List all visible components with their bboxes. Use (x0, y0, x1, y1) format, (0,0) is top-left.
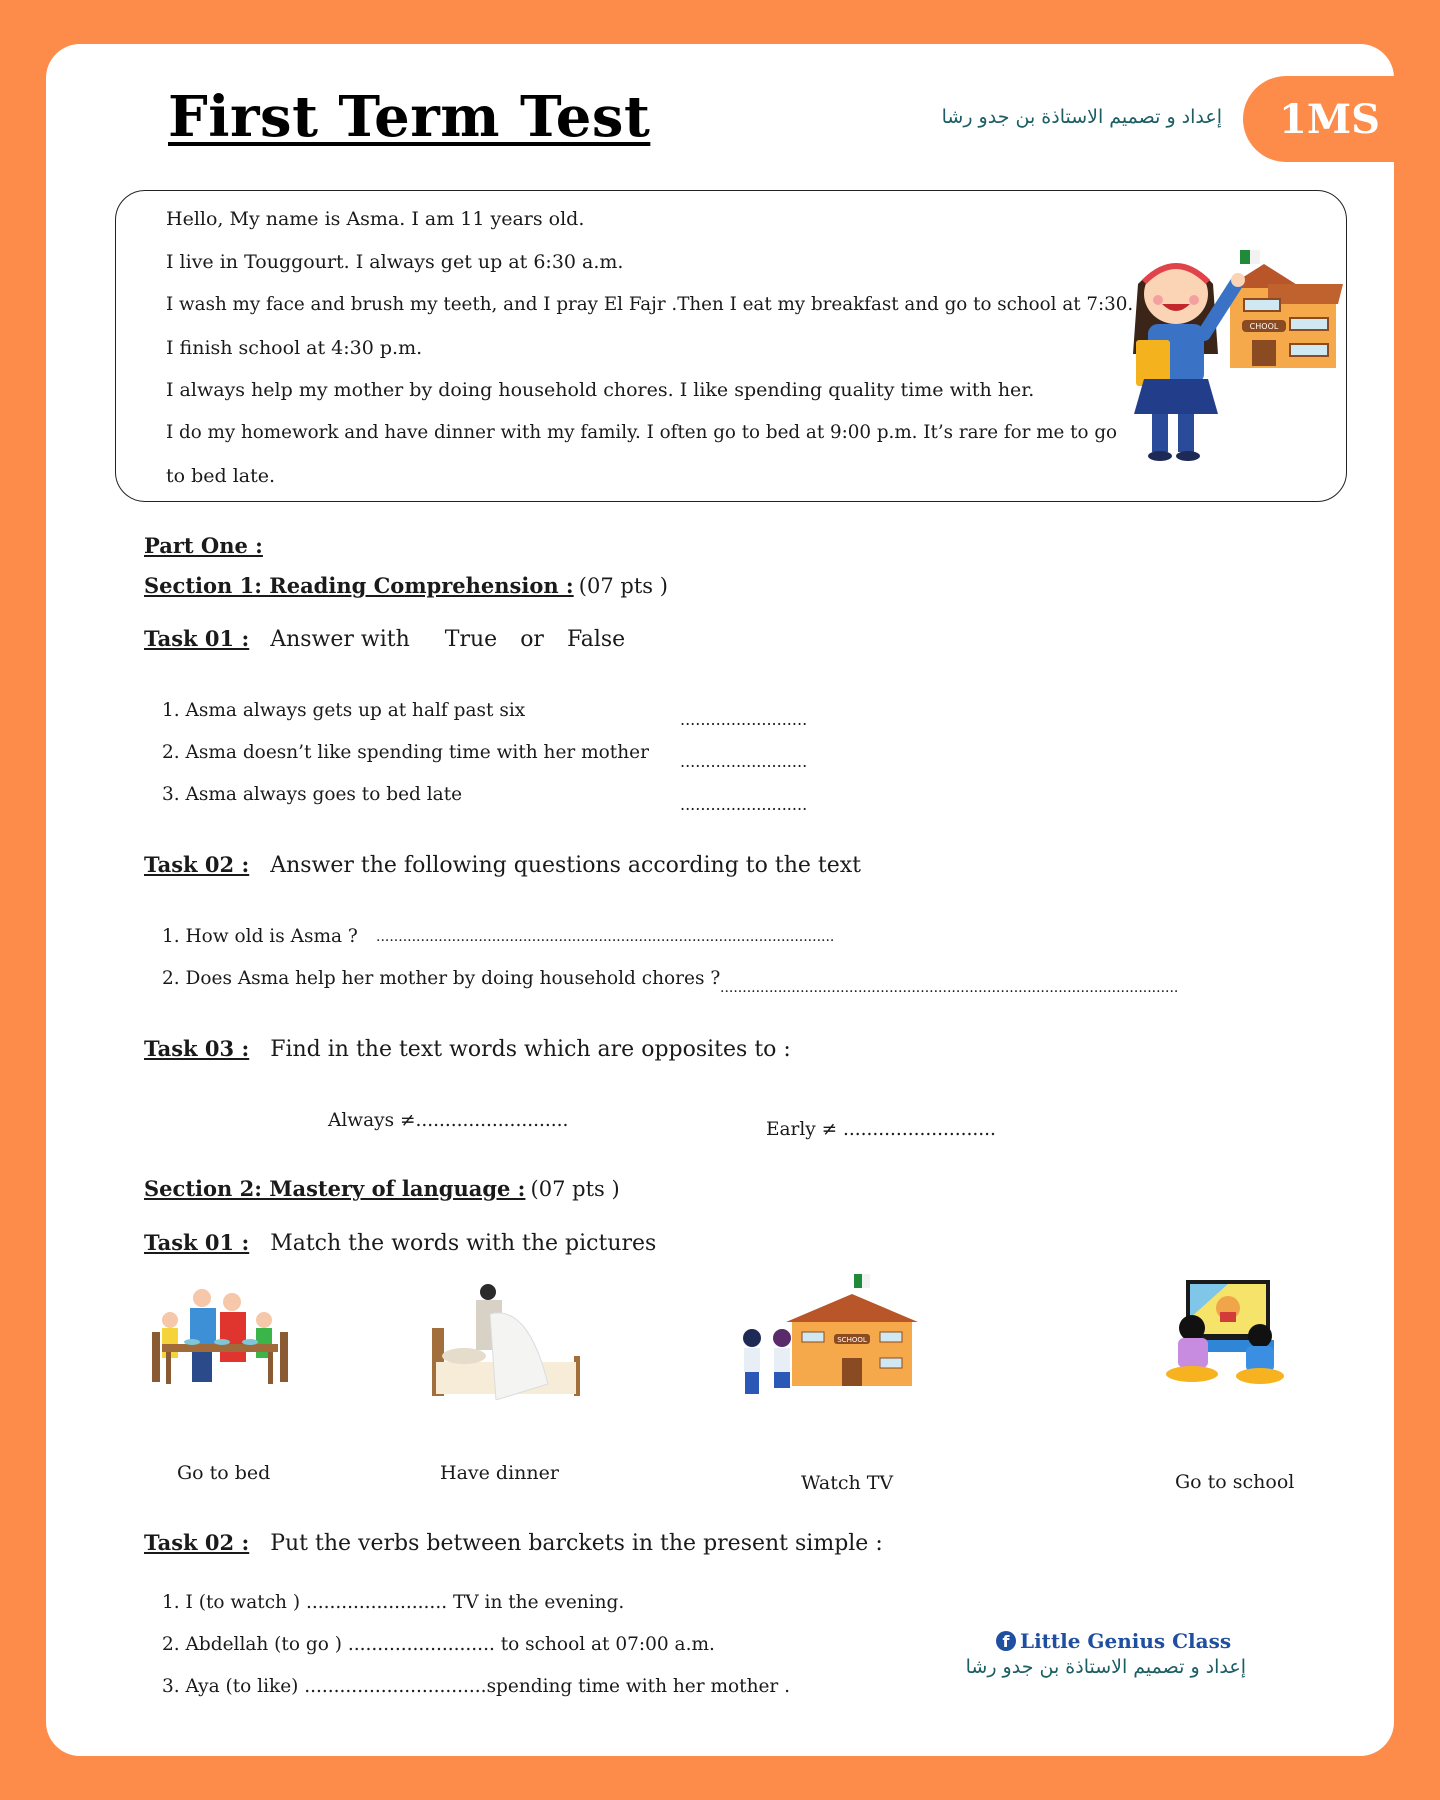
true-false-item: 1. Asma always gets up at half past six (162, 700, 526, 721)
footer-brand[interactable] (996, 1629, 1231, 1653)
match-word: Go to school (1175, 1471, 1295, 1493)
girl-with-school-illustration (1118, 244, 1343, 472)
watching-tv-picture (1162, 1278, 1292, 1388)
verb-item[interactable]: 2. Abdellah (to go ) ......................... to school at 07:00 a.m. (162, 1634, 715, 1655)
s1-task-02-heading (144, 852, 861, 878)
passage-line: I finish school at 4:30 p.m. (166, 337, 423, 359)
task-label: Task 02 : (144, 852, 250, 877)
task-label: Task 01 : (144, 1230, 250, 1255)
task-instruction: Match the words with the pictures (270, 1231, 657, 1256)
svg-text:CHOOL: CHOOL (1249, 322, 1279, 331)
passage-line: to bed late. (166, 465, 276, 487)
task-instruction: Put the verbs between barckets in the present simple : (270, 1531, 883, 1556)
verb-item[interactable]: 1. I (to watch ) ........................ TV in the evening. (162, 1592, 625, 1613)
s2-task-02-heading (144, 1530, 883, 1556)
section-1-heading (144, 573, 668, 598)
match-word: Have dinner (440, 1462, 559, 1484)
passage-line: I wash my face and brush my teeth, and I pray El Fajr .Then I eat my breakfast and go to school at 7:30. (166, 294, 1134, 315)
section-2-points: (07 pts ) (530, 1177, 620, 1201)
flag-white (1250, 250, 1260, 264)
family-dinner-picture (152, 1282, 288, 1392)
part-one-heading: Part One : (144, 533, 263, 558)
footer-author-arabic: إعداد و تصميم الاستاذة بن جدو رشا (965, 1656, 1246, 1678)
verb-item[interactable]: 3. Aya (to like) ...............................spending time with her mother . (162, 1676, 791, 1697)
passage-line: I always help my mother by doing household chores. I like spending quality time with her. (166, 379, 1035, 401)
task-label: Task 03 : (144, 1036, 250, 1061)
answer-blank[interactable]: ......................... (680, 752, 808, 771)
brand-name: Little Genius Class (1020, 1629, 1232, 1653)
task-instruction: Answer with (270, 627, 410, 652)
task-label: Task 01 : (144, 626, 250, 651)
making-bed-picture (430, 1284, 582, 1400)
passage-line: I live in Touggourt. I always get up at 6:30 a.m. (166, 251, 624, 273)
task-label: Task 02 : (144, 1530, 250, 1555)
answer-blank[interactable]: ......................... (680, 710, 808, 729)
task-instruction: Answer the following questions according to the text (270, 853, 861, 878)
match-word: Go to bed (177, 1462, 271, 1484)
facebook-icon: f (996, 1631, 1016, 1651)
passage-line: I do my homework and have dinner with my family. I often go to bed at 9:00 p.m. It’s rare for me to go (166, 422, 1118, 443)
section-1-label: Section 1: Reading Comprehension : (144, 573, 574, 598)
section-2-label: Section 2: Mastery of language : (144, 1176, 526, 1201)
answer-blank[interactable]: ......................... (680, 795, 808, 814)
section-2-heading (144, 1176, 620, 1201)
page-title: First Term Test (168, 84, 651, 150)
section-1-points: (07 pts ) (578, 574, 668, 598)
answer-blank[interactable]: ....................................................................................................... (376, 929, 835, 945)
s2-task-01-heading (144, 1230, 656, 1256)
option-or: or (520, 627, 544, 652)
question-item: 2. Does Asma help her mother by doing household chores ? (162, 968, 721, 989)
opposite-item-early[interactable]: Early ≠ .......................... (766, 1119, 996, 1140)
author-credit-arabic: إعداد و تصميم الاستاذة بن جدو رشا (941, 106, 1222, 128)
s1-task-01-heading (144, 626, 625, 652)
level-badge: 1MS (1243, 76, 1440, 162)
option-false: False (566, 627, 626, 652)
option-true: True (444, 627, 498, 652)
task-instruction: Find in the text words which are opposites to : (270, 1037, 791, 1062)
school-children-picture (736, 1272, 936, 1400)
flag-green (1240, 250, 1250, 264)
true-false-item: 2. Asma doesn’t like spending time with her mother (162, 742, 649, 763)
s1-task-03-heading (144, 1036, 791, 1062)
match-word: Watch TV (801, 1472, 894, 1494)
svg-text:SCHOOL: SCHOOL (837, 1336, 867, 1344)
answer-blank[interactable]: ....................................................................................................... (720, 980, 1179, 996)
passage-line: Hello, My name is Asma. I am 11 years old. (166, 208, 585, 230)
opposite-item-always[interactable]: Always ≠.......................... (328, 1110, 569, 1131)
true-false-item: 3. Asma always goes to bed late (162, 784, 463, 805)
question-item: 1. How old is Asma ? (162, 926, 358, 947)
